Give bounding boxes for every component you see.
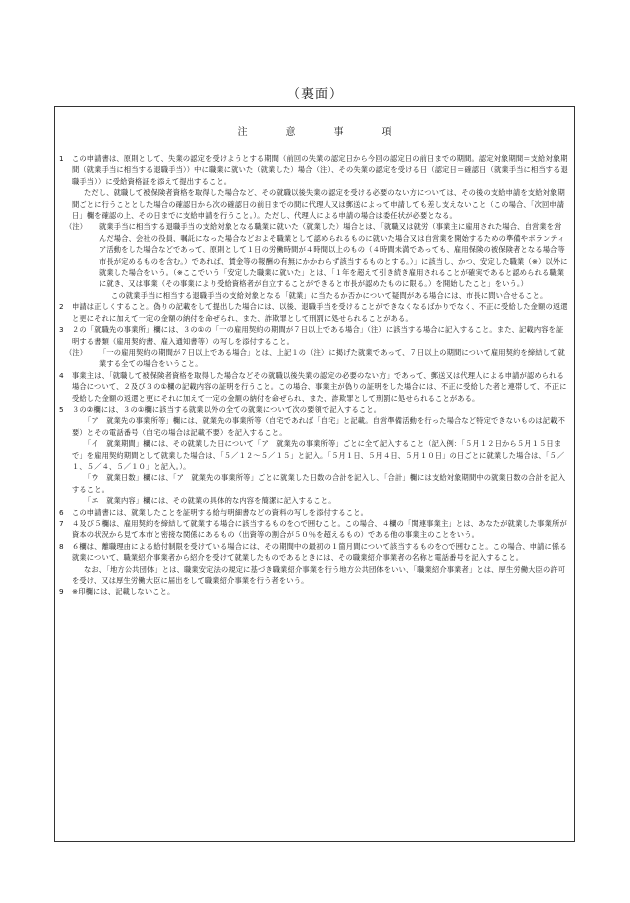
item-text: ※印欄には、記載しないこと。 [72,587,175,597]
item-text: ４及び５欄は、雇用契約を締結して就業する場合に該当するものを○で囲むこと。この場合、４欄の「関連事業主」とは、あなたが就業した事業所が資本の状況から見て本市と密接な関係にあるもの（出資等の割合が５０％を超えるもの）である他の事業主のことをいう。 [72,519,567,540]
note-item-1 [59,153,568,187]
item-number: 7 [59,519,64,528]
note-item-5 [59,404,568,415]
note-annotation-1 [65,221,568,289]
item-number: 3 [59,325,64,335]
page-header: （裏面） [286,87,343,102]
item-subparagraph-a: 「ア 就業先の事業所等」欄には、就業先の事業所等（自宅であれば「自宅」と記載。自営準備活動を行った場合など特定できないものは記載不要）とその電話番号（自宅の場合は記載不要）を記入すること。 [72,416,566,437]
note-label: （注） [65,347,88,357]
note-text: 「一の雇用契約の期間が７日以上である場合」とは、上記１の（注）に掲げた就業であって、７日以上の期間について雇用契約を締結して就業する全ての場合をいうこと。 [99,347,565,369]
item-text: ６欄は、離職理由による給付制限を受けている場合には、その期間中の最初の１箇月間について該当するものを○で囲むこと。この場合、申請に係る就業について、職業紹介事業者から紹介を受けて就業したものであるときには、その職業紹介事業者の名称と電話番号を記入すること。 [72,541,567,563]
notes-body [55,153,574,598]
item-subparagraph-u: 「ウ 就業日数」欄には、「ア 就業先の事業所等」ごとに就業した日数の合計を記入し、「合計」欄には支給対象期間中の就業日数の合計を記入すること。 [72,473,566,494]
item-number: 5 [59,404,64,414]
notes-frame [54,106,575,842]
note-item-8 [59,541,568,564]
note-item-3 [59,324,568,347]
item-paragraph: なお、「地方公共団体」とは、職業安定法の規定に基づき職業紹介事業を行う地方公共団体をいい、「職業紹介事業者」とは、厚生労働大臣の許可を受け、又は厚生労働大臣に届出をして職業紹介事業を行う者をいう。 [72,564,566,586]
item-text: 事業主は、「就職して被保険者資格を取得した場合などその就職以後失業の認定の必要のない方」であって、郵送又は代理人による申請が認められる場合について、２及び３の①欄の記載内容の証明を行うこと。この場合、事業主が偽りの証明をした場合には、不正に受給した者と連帯して、不正に受給した金額の返還と更にそれに加えて一定の金額の納付を命ぜられ、また、詐欺罪として刑罰に処せられることがある。 [72,370,567,403]
item-number: 1 [59,154,64,163]
item-text: ２の「就職先の事業所」欄には、３の①の「一の雇用契約の期間が７日以上である場合」（注）に該当する場合に記入すること。また、記載内容を証明する書類（雇用契約書、雇入通知書等）の写しを添付すること。 [72,325,564,346]
note-item-2 [59,301,568,324]
item-text: この申請書には、就業したことを証明する給与明細書などの資料の写しを添付すること。 [72,507,369,517]
item-subparagraph-e: 「エ 就業内容」欄には、その就業の具体的な内容を簡潔に記入すること。 [84,496,336,506]
item-text: ３の②欄には、３の①欄に該当する就業以外の全ての就業について次の要領で記入すること。 [72,404,382,414]
note-annotation-3 [65,347,568,370]
note-item-9 [59,586,568,597]
note-paragraph: この就業手当に相当する退職手当の支給対象となる「就業」に当たるか否かについて疑問がある場合には、市長に問い合せること。 [111,290,548,300]
item-text: この申請書は、原則として、失業の認定を受けようとする期間（前回の失業の認定日から今回の認定日の前日までの期間。認定対象期間＝支給対象期間（就業手当に相当する退職手当））中に職業に就いた（就業した）場合（注）、その失業の認定を受ける日（認定日＝確認日（就業手当に相当する退職手当））に受給資格証を添えて提出すること。 [72,154,568,186]
item-number: 4 [59,370,64,380]
note-label: （注） [65,222,88,232]
notes-title: 注 意 事 項 [237,127,406,138]
note-item-7 [59,518,568,541]
item-paragraph: ただし、就職して被保険者資格を取得した場合など、その就職以後失業の認定を受ける必要のない方については、その後の支給申請を支給対象期間ごとに行うこととした場合の確認日から次の確認日の前日までの間に代理人又は郵送によって申請しても差し支えないこと（この場合、「次回申請日」欄を確認の上、その日までに支給申請を行うこと。）。ただし、代理人による申請の場合は委任状が必要となる。 [72,188,565,221]
note-item-4 [59,370,568,404]
item-number: 2 [59,302,64,312]
item-number: 8 [59,541,64,551]
note-text: 就業手当に相当する退職手当の支給対象となる職業に就いた（就業した）場合とは、「就職又は就労（事業主に雇用された場合、自営業を営んだ場合、会社の役員、嘱託になった場合などおよそ職業として認められるものに就いた場合又は自営業を開始するための準備やボランティア活動をした場合などであって、原則として１日の労働時間が４時間以上のもの（４時間未満であっても、雇用保険の被保険者となる場合等市長が定めるものを含む。）であれば、賃金等の報酬の有無にかかわらず該当するものとする。）」に該当し、かつ、安定した職業（※）以外に就業した場合をいう。（※ここでいう「安定した職業に就いた」とは、「１年を超えて引き続き雇用されることが確実であると認められる職業に就き、又は事業（その事業により受給資格者が自立することができると市長が認めたものに限る。）を開始したこと」をいう。） [99,222,568,289]
item-number: 9 [59,587,64,597]
item-number: 6 [59,507,64,517]
note-item-6 [59,507,568,518]
item-text: 申請は正しくすること。偽りの記載をして提出した場合には、以後、退職手当を受けることができなくなるばかりでなく、不正に受給した金額の返還と更にそれに加えて一定の金額の納付を命ぜられ、また、詐欺罪として刑罰に処せられることがある。 [72,302,568,323]
item-subparagraph-i: 「イ 就業期間」欄には、その就業した日について「ア 就業先の事業所等」ごとに全て記入すること（記入例：「５月１２日から５月１５日まで」を雇用契約期間として就業した場合は、「５／１２～５／１５」と記入。「５月１日、５月４日、５月１０日」の日ごとに就業した場合は、「５／１、５／４、５／１０」と記入。）。 [72,439,565,471]
